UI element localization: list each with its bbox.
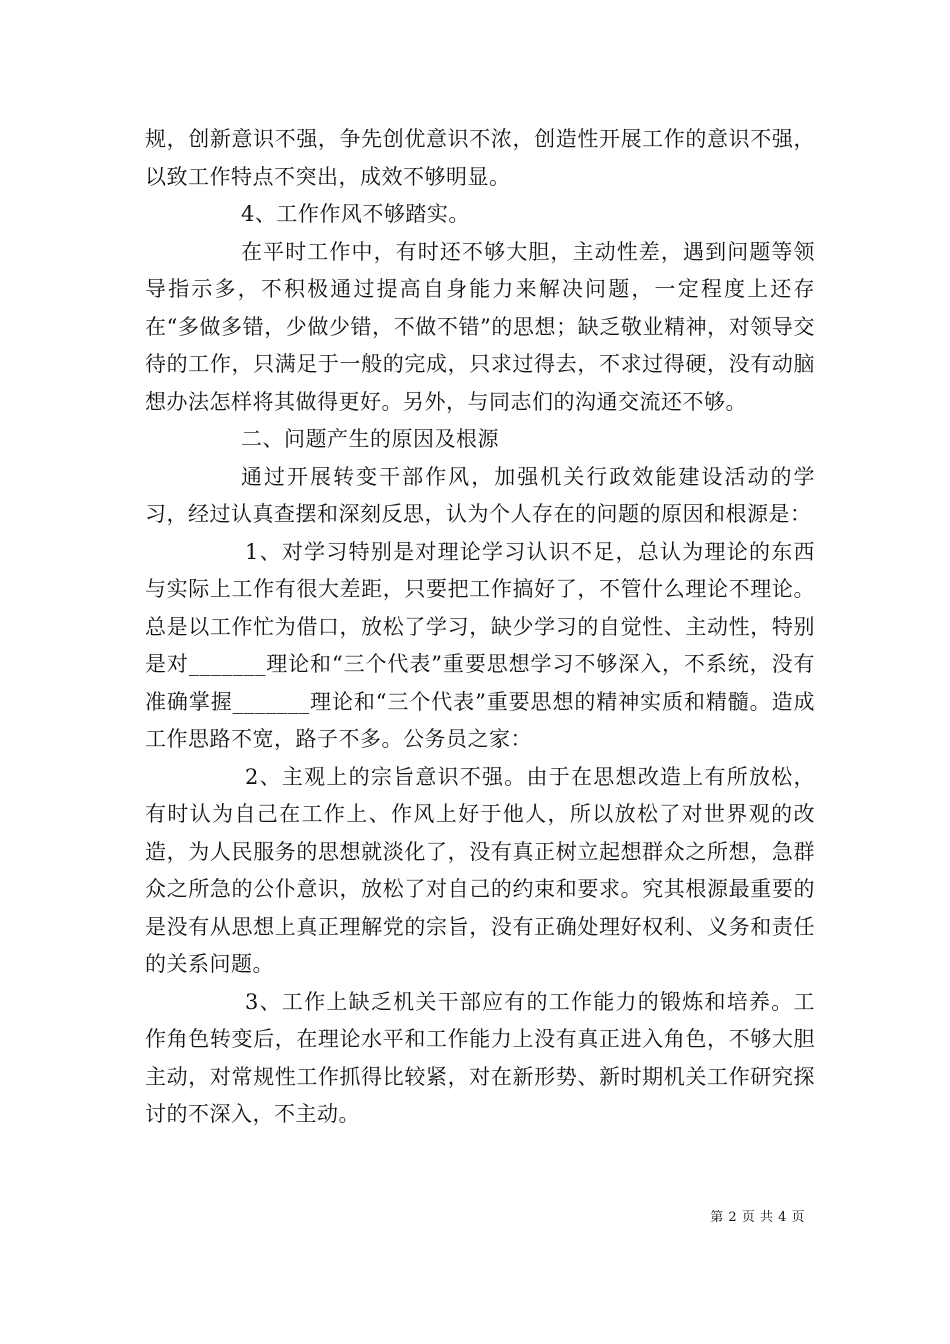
paragraph-cause-1: 1、对学习特别是对理论学习认识不足，总认为理论的东西与实际上工作有很大差距，只要把工作搞好了，不管什么理论不理论。总是以工作忙为借口，放松了学习，缺少学习的自觉性、主动性，特别是对_______理论和“三个代表”重要思想学习不够深入，不系统，没有准确掌握_______理论和“三个代表”重要思想的精神实质和精髓。造成工作思路不宽，路子不多。公务员之家： [145,539,815,751]
paragraph-work-style-details: 在平时工作中，有时还不够大胆，主动性差，遇到问题等领导指示多，不积极通过提高自身能力来解决问题，一定程度上还存在“多做多错，少做少错，不做不错”的思想；缺乏敬业精神，对领导交待的工作，只满足于一般的完成，只求过得去，不求过得硬，没有动脑想办法怎样将其做得更好。另外，与同志们的沟通交流还不够。 [145,239,815,414]
paragraph-heading-work-style: 4、工作作风不够踏实。 [241,202,470,226]
document-body [145,121,815,1134]
paragraph-heading-causes: 二、问题产生的原因及根源 [241,427,499,451]
paragraph-cause-2: 2、主观上的宗旨意识不强。由于在思想改造上有所放松，有时认为自己在工作上、作风上好于他人，所以放松了对世界观的改造，为人民服务的思想就淡化了，没有真正树立起想群众之所想，急群众之所急的公仆意识，放松了对自己的约束和要求。究其根源最重要的是没有从思想上真正理解党的宗旨，没有正确处理好权利、义务和责任的关系问题。 [145,764,815,976]
paragraph-cause-3: 3、工作上缺乏机关干部应有的工作能力的锻炼和培养。工作角色转变后，在理论水平和工作能力上没有真正进入角色，不够大胆主动，对常规性工作抓得比较紧，对在新形势、新时期机关工作研究探讨的不深入，不主动。 [145,989,815,1126]
paragraph-continuation: 规，创新意识不强，争先创优意识不浓，创造性开展工作的意识不强，以致工作特点不突出，成效不够明显。 [145,127,815,189]
page-number-footer: 第 2 页 共 4 页 [710,1210,805,1225]
paragraph-causes-intro: 通过开展转变干部作风，加强机关行政效能建设活动的学习，经过认真查摆和深刻反思，认为个人存在的问题的原因和根源是： [145,464,815,526]
